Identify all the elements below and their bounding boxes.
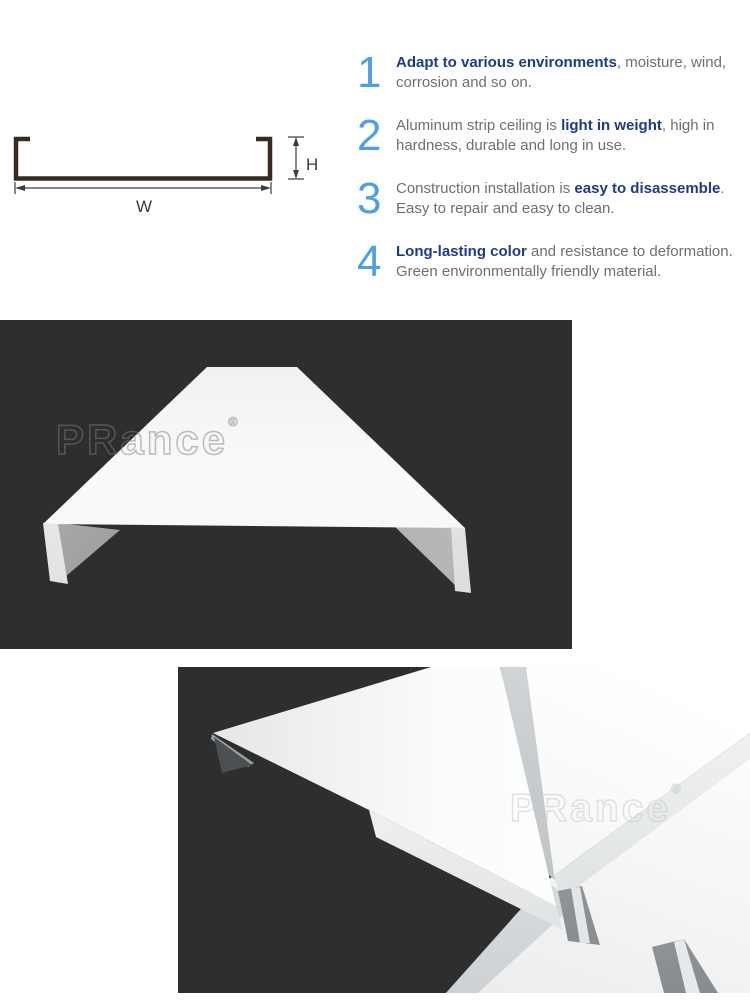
panel-top-face [0, 320, 572, 649]
feature-row [357, 237, 749, 286]
height-dimension [288, 137, 304, 179]
feature-text [396, 241, 749, 283]
feature-text-segment: , high in hardness, durable and long in use. [396, 117, 715, 154]
product-photo-strip-group [178, 667, 750, 993]
width-dimension [15, 182, 271, 194]
feature-text [396, 115, 749, 157]
brand-watermark [510, 781, 681, 831]
width-label: W [136, 197, 153, 216]
feature-text-segment: easy to disassemble [574, 180, 721, 197]
profile-outline [16, 139, 270, 179]
feature-text-segment: . Easy to repair and easy to clean. [396, 180, 725, 217]
feature-row [357, 174, 749, 223]
feature-text-segment: and resistance to deformation. Green environmentally friendly material. [396, 243, 733, 280]
brand-watermark-text: PRance [510, 787, 672, 830]
registered-mark-icon: ® [671, 781, 681, 796]
height-label: H [306, 155, 319, 174]
feature-number: 4 [357, 237, 381, 286]
brand-watermark [56, 414, 238, 464]
feature-row [357, 111, 749, 160]
feature-text-segment: Long-lasting color [396, 243, 527, 260]
feature-text-segment: Aluminum strip ceiling is [396, 117, 562, 134]
feature-list [357, 48, 749, 304]
feature-text [396, 178, 749, 220]
brand-watermark-text: PRance [56, 416, 229, 463]
feature-number: 2 [357, 111, 381, 160]
registered-mark-icon: ® [228, 414, 238, 429]
feature-number: 3 [357, 174, 381, 223]
feature-row [357, 48, 749, 97]
profile-diagram [0, 115, 340, 220]
feature-text-segment: Adapt to various environments [396, 54, 617, 71]
feature-text [396, 52, 749, 94]
feature-text-segment: , moisture, wind, corrosion and so on. [396, 54, 727, 91]
product-photo-single-strip [0, 320, 572, 649]
feature-text-segment: light in weight [561, 117, 662, 134]
feature-number: 1 [357, 48, 381, 97]
feature-text-segment: Construction installation is [396, 180, 575, 197]
